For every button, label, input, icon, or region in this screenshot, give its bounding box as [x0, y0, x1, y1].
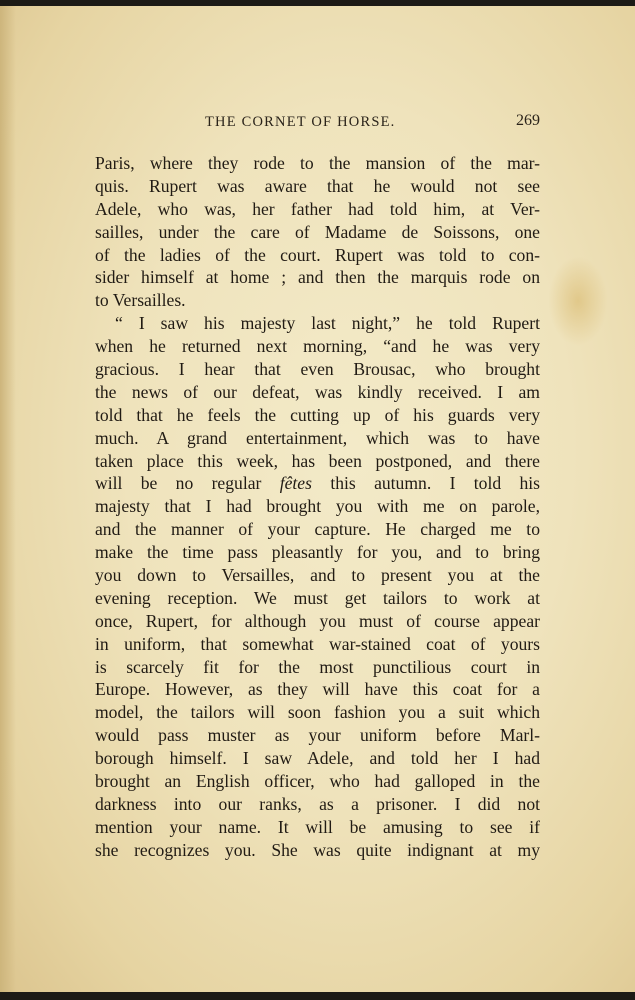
text-line: the news of our defeat, was kindly received. I am [95, 381, 540, 402]
running-head [95, 114, 540, 134]
text-line: much. A grand entertainment, which was to have [95, 427, 540, 448]
italic-word: fêtes [279, 473, 312, 494]
text-line: is scarcely fit for the most punctilious court in [95, 656, 540, 677]
text-line: quis. Rupert was aware that he would not see [95, 175, 540, 196]
text-line: she recognizes you. She was quite indignant at my [95, 839, 540, 860]
text-line: evening reception. We must get tailors to work at [95, 587, 540, 608]
text-line: to Versailles. [95, 290, 186, 311]
body-text [95, 152, 540, 862]
text-line: “ I saw his majesty last night,” he told Rupert [115, 313, 540, 334]
text-line: Paris, where they rode to the mansion of the mar- [95, 153, 540, 173]
text-line: sailles, under the care of Madame de Soissons, one [95, 221, 540, 242]
running-title: THE CORNET OF HORSE. [205, 114, 396, 130]
text-line: Europe. However, as they will have this coat for a [95, 679, 540, 700]
text-line: in uniform, that somewhat war-stained coat of yours [95, 633, 540, 654]
text-line: of the ladies of the court. Rupert was told to con- [95, 244, 540, 265]
text-line: when he returned next morning, “and he was very [95, 336, 540, 357]
paper-stain [548, 256, 608, 346]
text-line: taken place this week, has been postponed, and there [95, 450, 540, 471]
text-line: model, the tailors will soon fashion you a suit which [95, 702, 540, 723]
text-line: Adele, who was, her father had told him, at Ver- [95, 198, 540, 219]
text-line: mention your name. It will be amusing to see if [95, 816, 540, 837]
page-number: 269 [516, 112, 540, 129]
text-line: you down to Versailles, and to present you at the [95, 565, 540, 586]
text-line-with-italic [95, 472, 540, 495]
text-line: darkness into our ranks, as a prisoner. I did not [95, 793, 540, 814]
text-line: told that he feels the cutting up of his guards very [95, 404, 540, 425]
book-page [0, 6, 635, 992]
text-fragment: will be no regular [95, 473, 280, 494]
text-fragment: this autumn. I told his [330, 473, 540, 494]
text-line: would pass muster as your uniform before Marl- [95, 725, 540, 746]
text-line: borough himself. I saw Adele, and told her I had [95, 748, 540, 769]
text-line: and the manner of your capture. He charged me to [95, 519, 540, 540]
text-line: make the time pass pleasantly for you, and to bring [95, 542, 540, 563]
text-line: gracious. I hear that even Brousac, who brought [95, 359, 540, 380]
text-line: majesty that I had brought you with me on parole, [95, 496, 540, 517]
text-line: brought an English officer, who had galloped in the [95, 771, 540, 792]
text-line: once, Rupert, for although you must of course appear [95, 610, 540, 631]
text-line: sider himself at home ; and then the marquis rode on [95, 267, 540, 288]
